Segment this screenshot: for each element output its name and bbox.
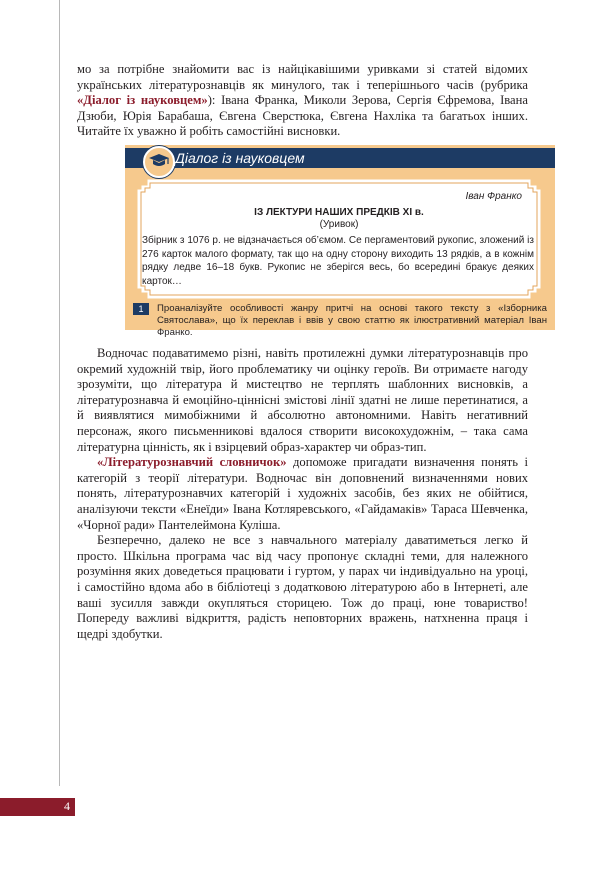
- intro-text-end: ): Івана Франка, Миколи Зерова, Сергія Єфремова, Івана Дзюби, Юрія Барабаша, Євгена Сверстюка, Євгена Нахліка та багатьох інших. Читайте їх уважно й робіть самостійні висновки.: [77, 93, 528, 139]
- graduation-cap-icon: [148, 153, 170, 169]
- task-item: [133, 303, 547, 339]
- excerpt-title: ІЗ ЛЕКТУРИ НАШИХ ПРЕДКІВ XI в.: [254, 207, 424, 218]
- intro-paragraph: [77, 62, 528, 140]
- glossary-highlight: «Літературознавчий словничок»: [97, 455, 287, 470]
- body-text: [77, 346, 528, 642]
- dialog-box-header: [125, 148, 555, 168]
- body-paragraph-2: [77, 455, 528, 533]
- body-paragraph-3: Безперечно, далеко не все з навчального матеріалу даватиметься легко й просто. Шкільна програма час від часу пропонує складні теми, для належного розуміння яких доведеться працювати і гуртом, у парах чи індивідуально на уроці, і самостійно вдома або в бібліотеці з додатковою літературою або в Інтернеті, але ваші зусилля завжди окупляться сторицею. Тож до праці, юне товариство! Попереду важливі відкриття, радість неповторних вражень, натхненна праця і щедрі здобутки.: [77, 533, 528, 641]
- margin-rule: [59, 0, 60, 786]
- badge: [143, 146, 175, 178]
- excerpt-frame: [136, 178, 542, 300]
- dialog-box: [125, 145, 555, 338]
- glossary-text: допоможе пригадати визначення понять і категорій з теорії літератури. Водночас він доповнений визначеннями нових понять, літературознавчих категорій і художніх засобів, без яких не обійтися, аналізуючи тексти «Енеїди» Івана Котляревського, «Гайдамаків» Тараса Шевченка, «Чорної ради» Пантелеймона Куліша.: [77, 455, 528, 532]
- excerpt-text: Збірник з 1076 р. не відзначається об’ємом. Се пергаментовий рукопис, зложений із 276 карток малого формату, так що на одну сторону виходить 13 рядків, а в кожнім рядку ледве 16–18 букв. Рукопис не зберігся весь, бо всередині бракує деяких карток…: [142, 235, 534, 287]
- excerpt-author: Іван Франко: [465, 191, 522, 202]
- task-text: Проаналізуйте особливості жанру притчі на основі такого тексту з «Ізборника Святослава», що їх переклав і ввів у свою статтю як ілюстративний матеріал Іван Франко.: [157, 303, 547, 338]
- excerpt-subtitle: (Уривок): [319, 219, 359, 230]
- page-number: 4: [64, 799, 70, 813]
- task-number: 1: [133, 303, 149, 315]
- intro-text-start: мо за потрібне знайомити вас із найцікавішими уривками зі статей відомих українських літературознавців як минулого, так і теперішнього часів (рубрика: [77, 62, 528, 92]
- body-paragraph-1: Водночас подаватимемо різні, навіть протилежні думки літературознавців про окремий художній твір, його проблематику чи оцінку героїв. Ви отримаєте нагоду зрозуміти, що література й мистецтво не терплять шаблонних висновків, а літературознавча й емоційно-ціннісні змістові лінії здатні не лише перетинатися, а й виявлятися мимобіжними й абсолютно автономними. Навіть негативний персонаж, якого письменникові вдалося створити високохудожнім, – така сама літературна цінність, як і взірцевий образ-характер чи образ-тип.: [77, 346, 528, 454]
- dialog-box-title: Діалог із науковцем: [175, 150, 305, 166]
- rubric-highlight: «Діалог із науковцем»: [77, 93, 208, 108]
